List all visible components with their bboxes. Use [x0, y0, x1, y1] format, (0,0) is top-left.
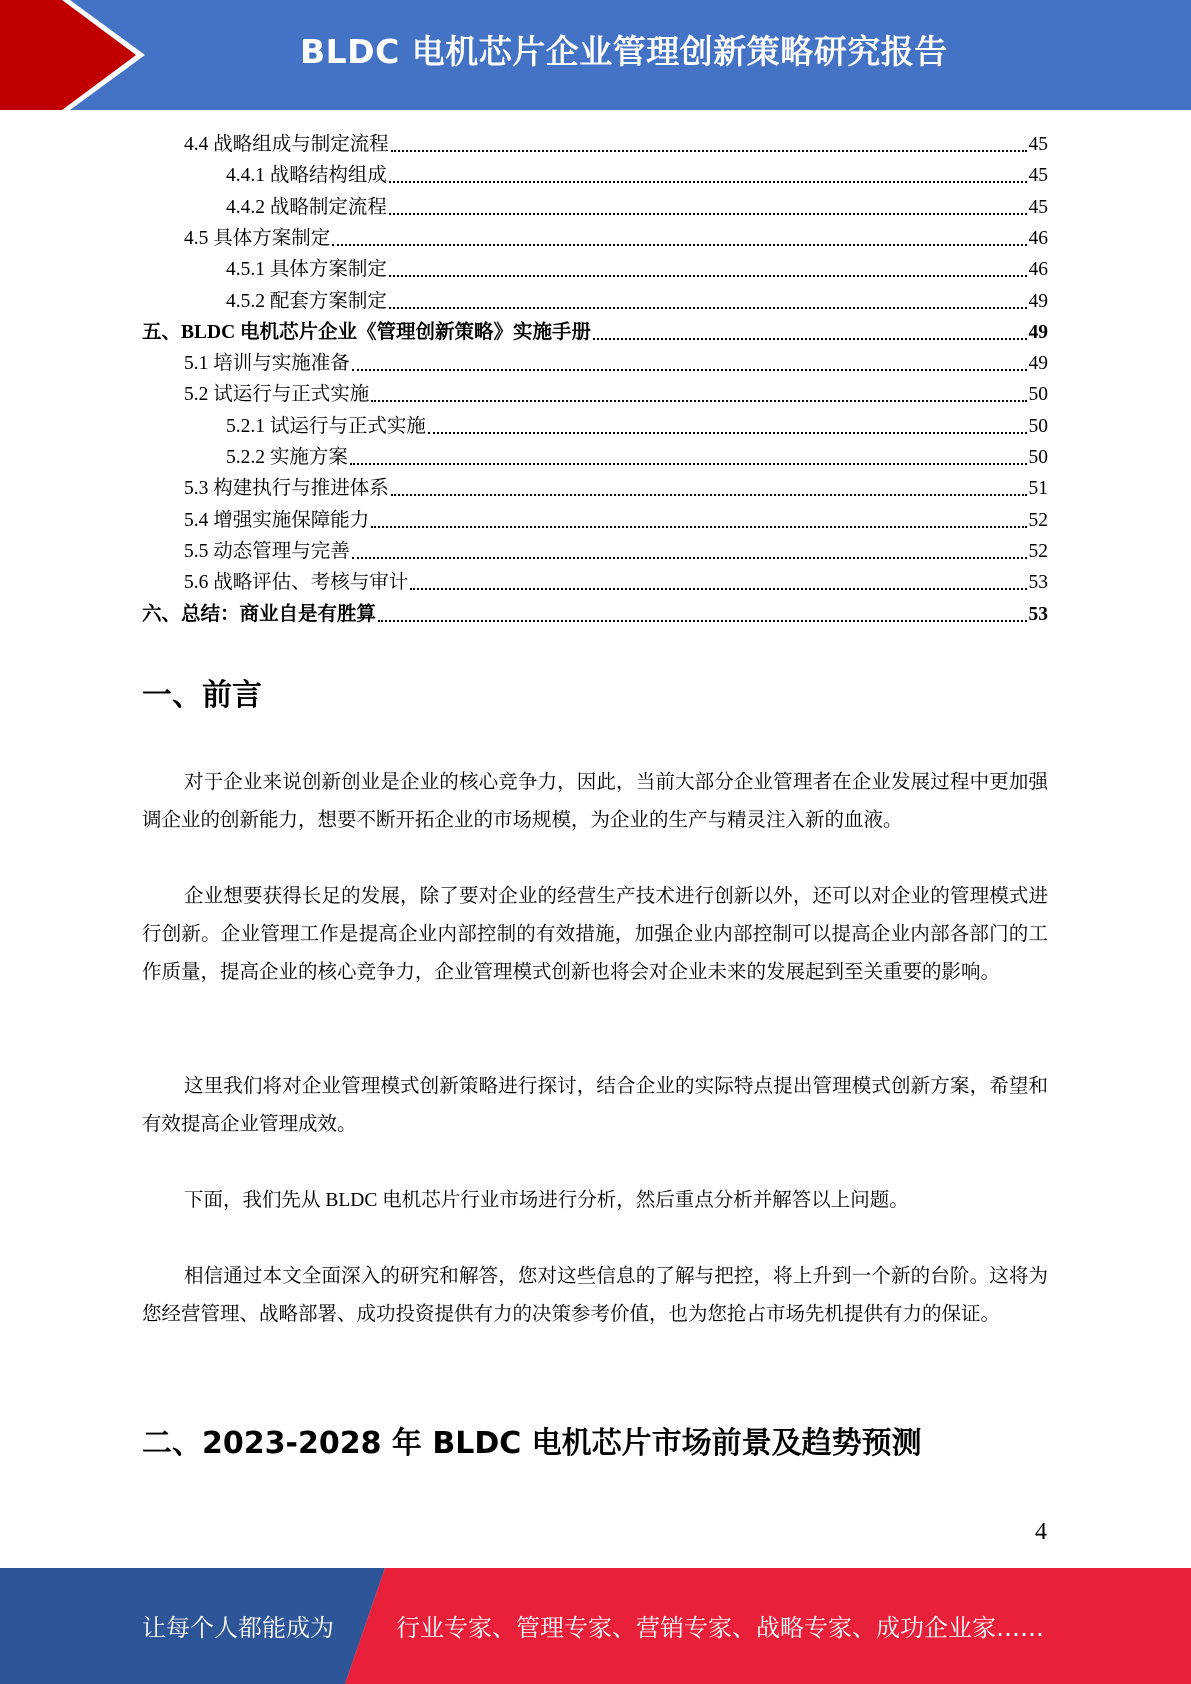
toc-entry-label: 4.4 战略组成与制定流程: [184, 134, 389, 155]
chevron-logo-icon: [0, 0, 160, 110]
toc-entry[interactable]: [184, 221, 1048, 252]
toc-entry-page: 50: [1028, 415, 1048, 437]
toc-leader-dots: [391, 494, 1027, 496]
toc-entry-page: 49: [1028, 290, 1048, 312]
toc-entry-page: 51: [1028, 478, 1048, 500]
toc-entry[interactable]: [184, 377, 1048, 408]
toc-leader-dots: [389, 275, 1027, 277]
toc-entry-page: 46: [1028, 259, 1048, 281]
toc-entry[interactable]: [226, 409, 1048, 440]
toc-entry-label: 5.4 增强实施保障能力: [184, 509, 370, 531]
toc-leader-dots: [350, 463, 1027, 465]
toc-entry[interactable]: [184, 127, 1048, 158]
page-header: [0, 0, 1191, 110]
toc-leader-dots: [389, 181, 1027, 183]
toc-leader-dots: [389, 307, 1027, 309]
paragraph: 下面，我们先从 BLDC 电机芯片行业市场进行分析，然后重点分析并解答以上问题。: [184, 1190, 909, 1211]
toc-entry-label: 5.2 试运行与正式实施: [184, 384, 370, 406]
toc-entry[interactable]: [184, 534, 1048, 565]
toc-entry-label: 六、总结：商业自是有胜算: [142, 603, 377, 625]
toc-leader-dots: [352, 369, 1027, 371]
toc-entry[interactable]: [184, 346, 1048, 377]
toc-entry-label: 5.3 构建执行与推进体系: [184, 478, 389, 500]
page-number: 4: [1035, 1519, 1047, 1545]
toc-entry-label: 4.5.2 配套方案制定: [226, 290, 387, 312]
toc-entry-page: 50: [1028, 384, 1048, 406]
toc-entry-page: 52: [1028, 509, 1048, 531]
toc-entry-page: 52: [1028, 540, 1048, 562]
toc-entry-label: 4.4.1 战略结构组成: [226, 165, 387, 187]
toc-leader-dots: [352, 557, 1027, 559]
toc-entry[interactable]: [226, 284, 1048, 315]
toc-entry[interactable]: [226, 440, 1048, 471]
toc-entry-label: 5.1 培训与实施准备: [184, 353, 350, 375]
toc-entry-page: 53: [1028, 572, 1048, 594]
toc-entry[interactable]: [226, 158, 1048, 189]
paragraph: 这里我们将对企业管理模式创新策略进行探讨，结合企业的实际特点提出管理模式创新方案，希望和有效提高企业管理成效。: [142, 1076, 1048, 1135]
page-footer: [0, 1568, 1191, 1684]
toc-entry-page: 45: [1028, 134, 1048, 155]
paragraph: 企业想要获得长足的发展，除了要对企业的经营生产技术进行创新以外，还可以对企业的管理模式进行创新。企业管理工作是提高企业内部控制的有效措施，加强企业内部控制可以提高企业内部各部门的工作质量，提高企业的核心竞争力，企业管理模式创新也将会对企业未来的发展起到至关重要的影响。: [142, 886, 1048, 983]
toc-entry-label: 4.4.2 战略制定流程: [226, 196, 387, 218]
report-title: BLDC 电机芯片企业管理创新策略研究报告: [300, 32, 948, 71]
toc-entry-page: 49: [1028, 353, 1048, 375]
toc-entry-page: 53: [1028, 603, 1048, 625]
toc-leader-dots: [332, 244, 1026, 246]
toc-entry-label: 五、BLDC 电机芯片企业《管理创新策略》实施手册: [142, 321, 592, 343]
section-heading-preface: 一、前言: [142, 678, 262, 713]
toc-entry-page: 45: [1028, 196, 1048, 218]
toc-leader-dots: [410, 588, 1026, 590]
toc-entry-label: 5.2.2 实施方案: [226, 447, 348, 468]
footer-slogan: 让每个人都能成为: [142, 1614, 334, 1642]
toc-leader-dots: [378, 620, 1026, 622]
toc-leader-dots: [389, 213, 1027, 215]
paragraph: 相信通过本文全面深入的研究和解答，您对这些信息的了解与把控，将上升到一个新的台阶。这将为您经营管理、战略部署、成功投资提供有力的决策参考价值，也为您抢占市场先机提供有力的保证。: [142, 1266, 1048, 1325]
toc-entry[interactable]: [184, 503, 1048, 534]
toc-leader-dots: [391, 150, 1027, 152]
toc-entry[interactable]: [142, 597, 1048, 628]
toc-entry-label: 5.6 战略评估、考核与审计: [184, 572, 409, 594]
toc-entry-label: 5.2.1 试运行与正式实施: [226, 415, 426, 437]
toc-entry[interactable]: [184, 471, 1048, 502]
toc-leader-dots: [371, 400, 1026, 402]
toc-entry-label: 4.5 具体方案制定: [184, 227, 331, 249]
toc-entry[interactable]: [226, 190, 1048, 221]
toc-entry-label: 4.5.1 具体方案制定: [226, 259, 387, 281]
toc-entry-label: 5.5 动态管理与完善: [184, 540, 350, 562]
toc-entry[interactable]: [184, 565, 1048, 596]
toc-entry-page: 49: [1028, 321, 1048, 343]
toc-leader-dots: [593, 338, 1026, 340]
toc-leader-dots: [428, 432, 1027, 434]
paragraph: 对于企业来说创新创业是企业的核心竞争力，因此，当前大部分企业管理者在企业发展过程中更加强调企业的创新能力，想要不断开拓企业的市场规模，为企业的生产与精灵注入新的血液。: [142, 772, 1048, 831]
toc-entry-page: 45: [1028, 165, 1048, 187]
toc-entry[interactable]: [226, 252, 1048, 283]
toc-entry[interactable]: [142, 315, 1048, 346]
section-heading-market-forecast: 二、2023-2028 年 BLDC 电机芯片市场前景及趋势预测: [142, 1426, 922, 1461]
footer-roles: 行业专家、管理专家、营销专家、战略专家、成功企业家……: [396, 1614, 1044, 1642]
toc-entry-page: 50: [1028, 447, 1048, 468]
toc-entry-page: 46: [1028, 227, 1048, 249]
toc-leader-dots: [371, 526, 1026, 528]
